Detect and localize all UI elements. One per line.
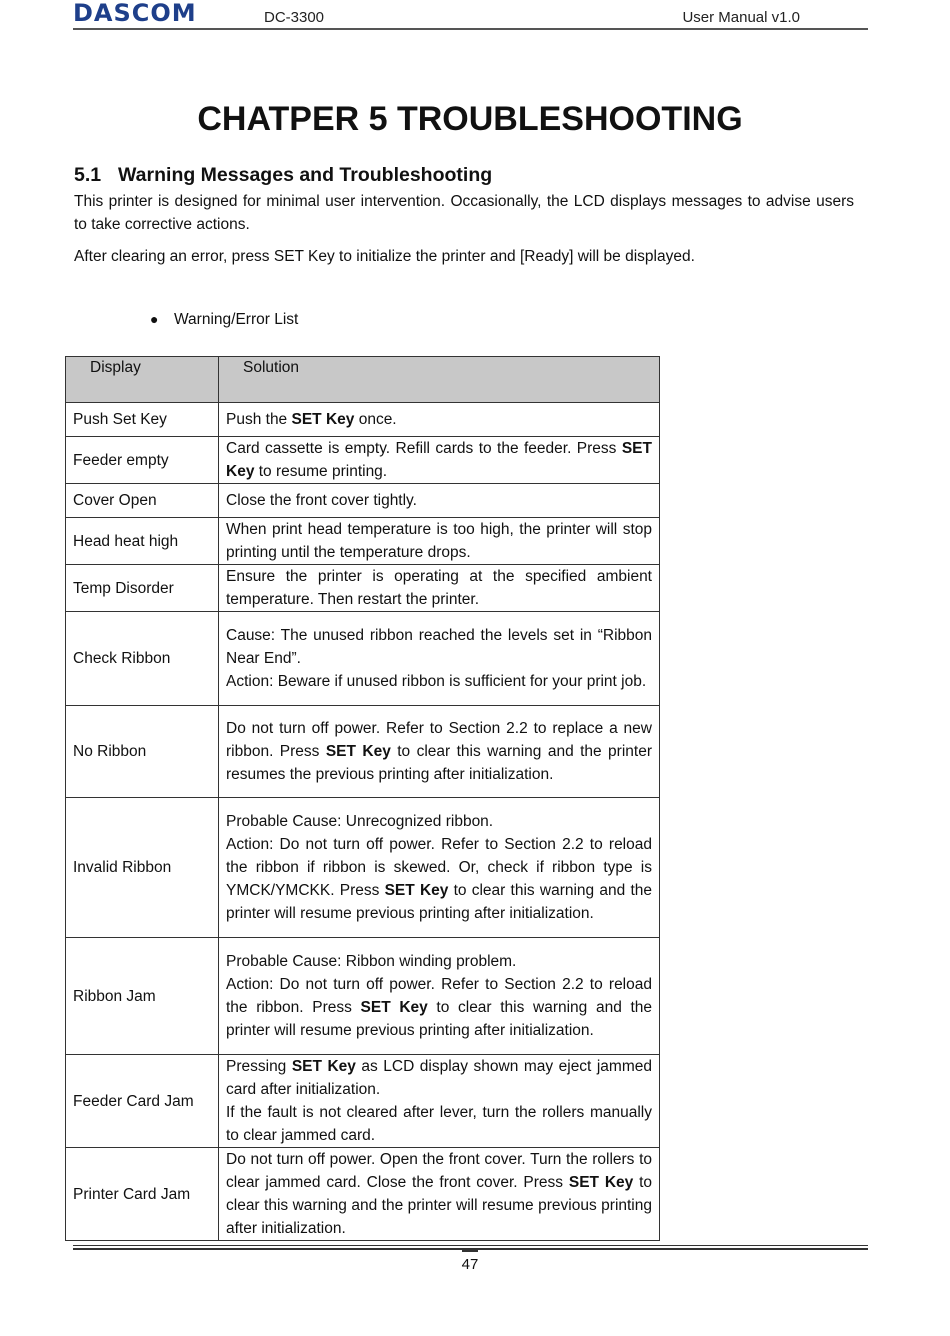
brand-logo: DASCOM [73, 0, 197, 27]
chapter-title: CHATPER 5 TROUBLESHOOTING [197, 100, 743, 138]
solution-cell [219, 437, 660, 484]
solution-text: Probable Cause: Ribbon winding problem. [226, 953, 517, 970]
table-row [66, 612, 660, 706]
page-marker [462, 1249, 478, 1252]
display-cell: Check Ribbon [66, 612, 219, 706]
solution-cell [219, 798, 660, 938]
solution-text: Action: Do not turn off power. Refer to Section 2.2 to reload the ribbon if ribbon is skewed. Or, check if ribbon type is YMCK/YMCKK. Press [226, 836, 652, 899]
solution-line [226, 670, 652, 693]
key-name: SET Key [384, 882, 449, 899]
solution-text: Close the front cover tightly. [226, 492, 417, 509]
solution-text: Push the [226, 411, 292, 428]
table-row [66, 1055, 660, 1148]
solution-text: Action: Beware if unused ribbon is sufficient for your print job. [226, 673, 647, 690]
key-name: SET Key [291, 411, 355, 428]
solution-line [226, 408, 652, 431]
table-row [66, 484, 660, 518]
table-row [66, 798, 660, 938]
display-cell: Printer Card Jam [66, 1148, 219, 1241]
key-name: SET Key [325, 743, 391, 760]
solution-text: to clear this warning and the printer will resume previous printing after initialization. [226, 999, 653, 1039]
solution-text: Pressing [226, 1058, 292, 1075]
solution-cell [219, 1055, 660, 1148]
header-divider [73, 28, 868, 30]
table-row [66, 403, 660, 437]
solution-line [226, 810, 652, 833]
solution-cell [219, 565, 660, 612]
solution-line [226, 833, 652, 925]
error-table [65, 356, 660, 1241]
display-cell: Cover Open [66, 484, 219, 518]
key-name: SET Key [226, 440, 652, 480]
solution-cell [219, 938, 660, 1055]
table-row [66, 518, 660, 565]
key-name: SET Key [360, 999, 428, 1016]
column-header-display: Display [66, 357, 219, 403]
solution-cell [219, 518, 660, 565]
table-row [66, 437, 660, 484]
solution-line [226, 565, 652, 611]
display-cell: Push Set Key [66, 403, 219, 437]
display-cell: Head heat high [66, 518, 219, 565]
solution-text: When print head temperature is too high, the printer will stop printing until the temperature drops. [226, 521, 652, 561]
display-cell: Feeder Card Jam [66, 1055, 219, 1148]
bullet-icon: ● [150, 311, 159, 327]
bullet-item [150, 311, 298, 329]
table-row [66, 565, 660, 612]
solution-text: Action: Do not turn off power. Refer to Section 2.2 to reload the ribbon. Press [226, 976, 652, 1016]
solution-line [226, 1148, 652, 1240]
section-title: Warning Messages and Troubleshooting [118, 164, 493, 186]
solution-text: to clear this warning and the printer will resume previous printing after initialization. [226, 1174, 653, 1237]
solution-cell [219, 612, 660, 706]
solution-text: Ensure the printer is operating at the specified ambient temperature. Then restart the printer. [226, 568, 652, 608]
page-number: 47 [461, 1256, 479, 1273]
key-name: SET Key [291, 1058, 356, 1075]
solution-line [226, 1101, 652, 1147]
solution-line [226, 973, 652, 1042]
key-name: SET Key [568, 1174, 634, 1191]
section-heading [74, 164, 492, 187]
bullet-text: Warning/Error List [174, 311, 299, 328]
solution-text: Cause: The unused ribbon reached the levels set in “Ribbon Near End”. [226, 627, 652, 667]
section-number: 5.1 [74, 164, 102, 186]
table-row [66, 706, 660, 798]
footer-divider [73, 1245, 868, 1246]
solution-text: to clear this warning and the printer resumes the previous printing after initialization. [226, 743, 652, 783]
intro-paragraph: This printer is designed for minimal user intervention. Occasionally, the LCD displays messages to advise users to take corrective actions. [74, 193, 854, 233]
page-header [73, 0, 868, 30]
solution-cell [219, 484, 660, 518]
solution-line [226, 624, 652, 670]
table-row [66, 938, 660, 1055]
solution-text: Do not turn off power. Open the front cover. Turn the rollers to clear jammed card. Close the front cover. Press [226, 1151, 652, 1191]
solution-text: to resume printing. [254, 463, 388, 480]
display-cell: Temp Disorder [66, 565, 219, 612]
instruction-paragraph: After clearing an error, press SET Key to initialize the printer and [Ready] will be displayed. [74, 248, 695, 265]
solution-line [226, 518, 652, 564]
table-row [66, 1148, 660, 1241]
table-body [66, 403, 660, 1241]
solution-line [226, 717, 652, 786]
manual-version: User Manual v1.0 [682, 9, 800, 26]
solution-cell [219, 403, 660, 437]
solution-text: Probable Cause: Unrecognized ribbon. [226, 813, 494, 830]
solution-text: as LCD display shown may eject jammed card after initialization. [226, 1058, 652, 1098]
display-cell: Feeder empty [66, 437, 219, 484]
table-header-row [66, 357, 660, 403]
solution-text: once. [354, 411, 397, 428]
display-cell: Ribbon Jam [66, 938, 219, 1055]
solution-line [226, 1055, 652, 1101]
display-cell: Invalid Ribbon [66, 798, 219, 938]
model-label: DC-3300 [264, 9, 325, 26]
solution-line [226, 437, 652, 483]
solution-text: Do not turn off power. Refer to Section 2.2 to replace a new ribbon. Press [226, 720, 652, 760]
solution-line [226, 950, 652, 973]
column-header-solution: Solution [219, 357, 660, 403]
solution-text: If the fault is not cleared after lever, turn the rollers manually to clear jammed card. [226, 1104, 652, 1144]
solution-text: Card cassette is empty. Refill cards to the feeder. Press [226, 440, 622, 457]
solution-line [226, 489, 652, 512]
solution-cell [219, 1148, 660, 1241]
solution-text: to clear this warning and the printer will resume previous printing after initialization. [226, 882, 653, 922]
display-cell: No Ribbon [66, 706, 219, 798]
solution-cell [219, 706, 660, 798]
